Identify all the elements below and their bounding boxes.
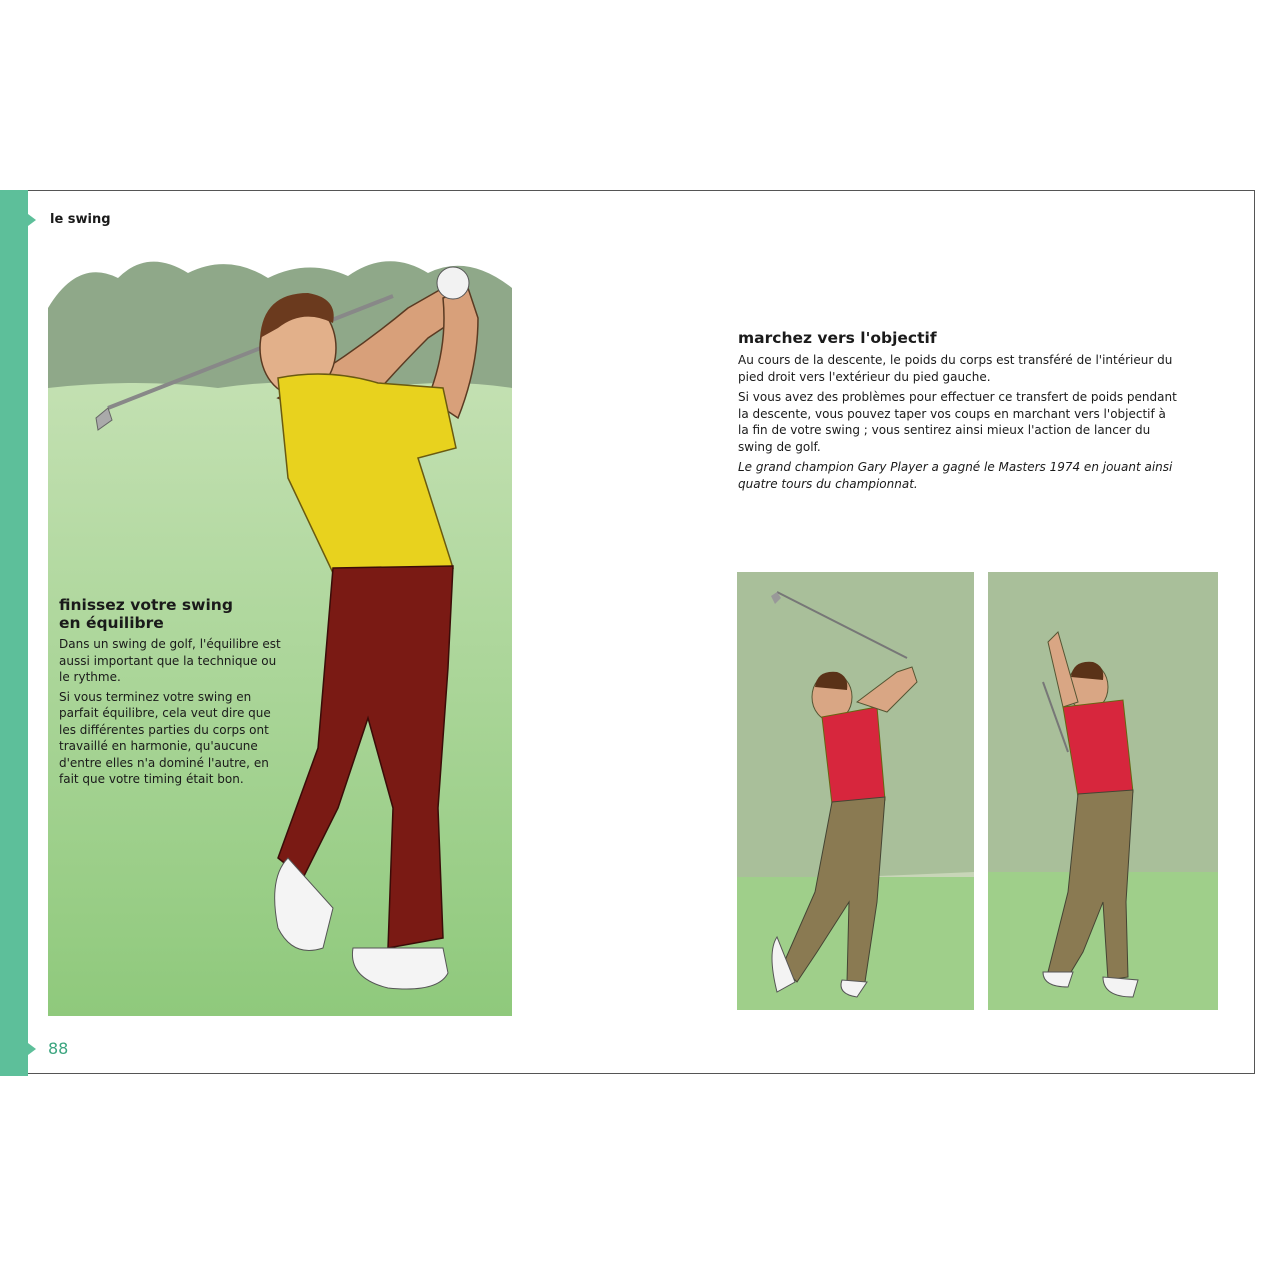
running-head-arrow-icon (28, 214, 36, 226)
left-title-line-1: finissez votre swing (59, 596, 233, 614)
page-number: 88 (48, 1039, 69, 1058)
right-paragraph-2: Si vous avez des problèmes pour effectuer ce transfert de poids pendant la descente, vous pouvez taper vos coups en marchant vers l'objectif à la fin de votre swing ; vous sentirez ainsi mieux l'action de lancer du swing de golf. (738, 390, 1177, 454)
chapter-tab-bar (0, 190, 28, 1076)
left-title-line-2: en équilibre (59, 614, 164, 632)
page-number-arrow-icon (28, 1043, 36, 1055)
left-paragraph-2: Si vous terminez votre swing en parfait équilibre, cela veut dire que les différentes parties du corps ont travaillé en harmonie, qu'aucune d'entre elles n'a dominé l'autre, en fait que votre timing était bon. (59, 689, 271, 786)
golfer-red-shirt-walking-finish-icon (737, 572, 974, 1010)
left-section-title (59, 596, 289, 632)
right-paragraph-1: Au cours de la descente, le poids du corps est transféré de l'intérieur du pied droit vers l'extérieur du pied gauche. (738, 353, 1173, 384)
right-caption-italic: Le grand champion Gary Player a gagné le Masters 1974 en jouant ainsi quatre tours du championnat. (738, 460, 1173, 491)
left-text-block (59, 596, 289, 791)
running-head: le swing (50, 212, 111, 227)
golfer-red-shirt-balanced-finish-icon (988, 572, 1218, 1010)
left-paragraph-1: Dans un swing de golf, l'équilibre est aussi important que la technique ou le rythme. (59, 637, 281, 684)
illustration-panel-2 (988, 572, 1218, 1010)
right-text-block (738, 328, 1178, 496)
illustration-panel-1 (737, 572, 974, 1010)
right-section-title: marchez vers l'objectif (738, 329, 937, 347)
